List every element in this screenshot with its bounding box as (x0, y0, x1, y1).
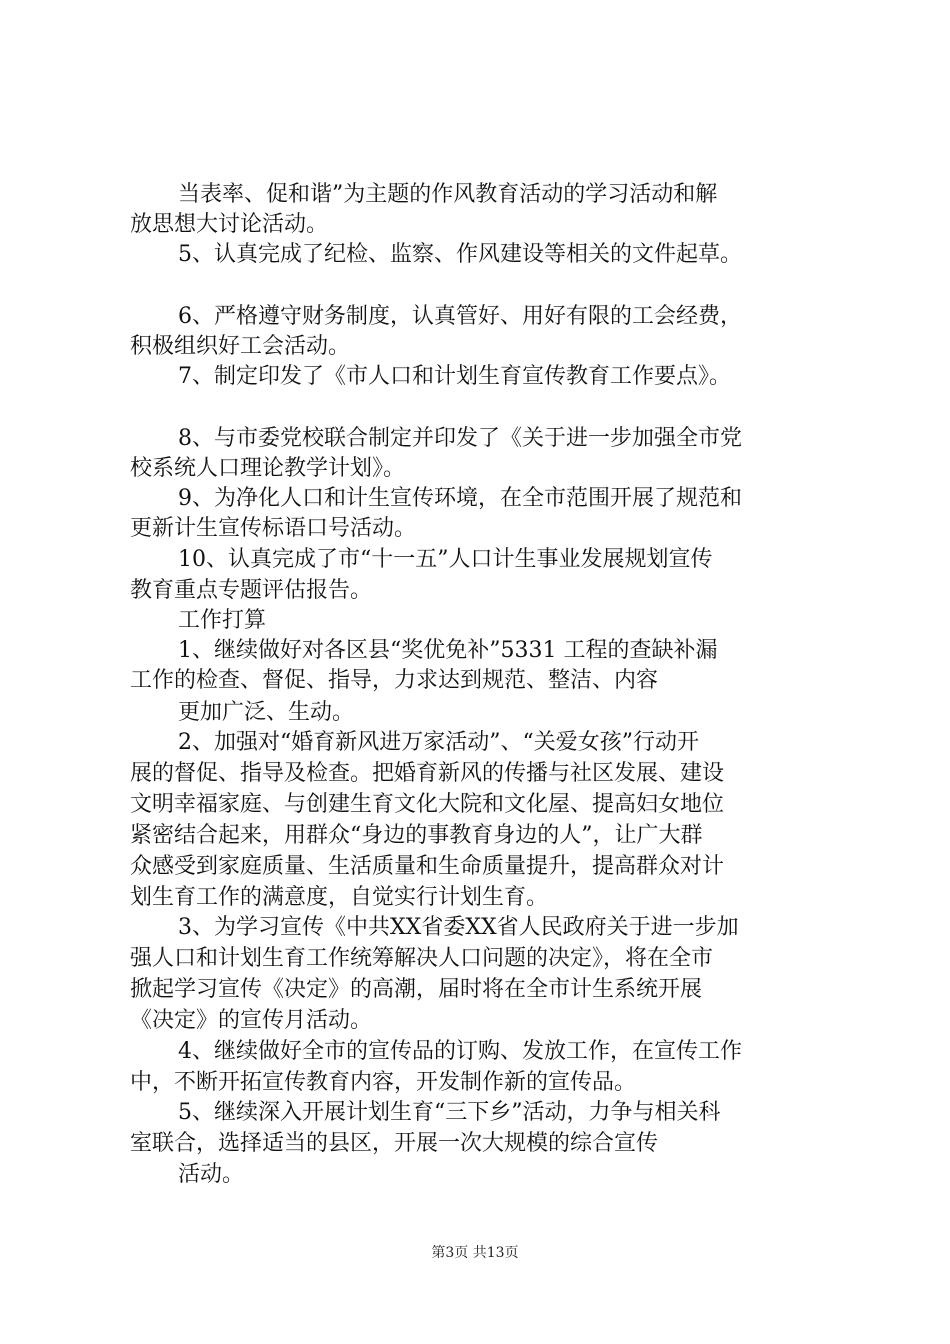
text-line: 室联合，选择适当的县区，开展一次大规模的综合宣传 (130, 1131, 659, 1156)
text-line: 8、与市委党校联合制定并印发了《关于进一步加强全市党 (178, 426, 742, 451)
text-line: 更新计生宣传标语口号活动。 (130, 516, 417, 541)
text-line: 活动。 (178, 1162, 245, 1187)
text-line: 10、认真完成了市“十一五”人口计生事业发展规划宣传 (178, 547, 713, 572)
text-line: 中，不断开拓宣传教育内容，开发制作新的宣传品。 (130, 1070, 637, 1095)
text-line: 7、制定印发了《市人口和计划生育宣传教育工作要点》。 (178, 364, 731, 389)
text-line: 掀起学习宣传《决定》的高潮，届时将在全市计生系统开展 (130, 977, 703, 1002)
text-line: 校系统人口理论教学计划》。 (130, 456, 406, 481)
text-line: 2、加强对“婚育新风进万家活动”、“关爱女孩”行动开 (178, 730, 699, 755)
text-line: 划生育工作的满意度，自觉实行计划生育。 (130, 885, 549, 910)
text-line: 放思想大讨论活动。 (130, 212, 329, 237)
text-line: 4、继续做好全市的宣传品的订购、发放工作，在宣传工作 (178, 1039, 742, 1064)
text-line: 展的督促、指导及检查。把婚育新风的传播与社区发展、建设 (130, 761, 725, 786)
text-line: 强人口和计划生育工作统筹解决人口问题的决定》，将在全市 (130, 946, 714, 971)
text-line: 众感受到家庭质量、生活质量和生命质量提升，提高群众对计 (130, 854, 725, 879)
text-line: 更加广泛、生动。 (178, 700, 355, 725)
text-line: 1、继续做好对各区县“奖优免补”5331 工程的查缺补漏 (178, 638, 718, 663)
text-line: 6、严格遵守财务制度，认真管好、用好有限的工会经费， (178, 304, 742, 329)
text-line: 文明幸福家庭、与创建生育文化大院和文化屋、提高妇女地位 (130, 792, 725, 817)
text-line: 3、为学习宣传《中共XX省委XX省人民政府关于进一步加 (178, 915, 739, 940)
text-line: 教育重点专题评估报告。 (130, 578, 373, 603)
text-line: 《决定》的宣传月活动。 (130, 1008, 373, 1033)
section-heading: 工作打算 (178, 608, 267, 633)
text-line: 工作的检查、督促、指导，力求达到规范、整洁、内容 (130, 668, 659, 693)
text-line: 紧密结合起来，用群众“身边的事教育身边的人”，让广大群 (130, 823, 703, 848)
text-line: 9、为净化人口和计生宣传环境，在全市范围开展了规范和 (178, 486, 742, 511)
text-line: 5、继续深入开展计划生育“三下乡”活动，力争与相关科 (178, 1100, 721, 1125)
text-line: 积极组织好工会活动。 (130, 334, 351, 359)
text-line: 当表率、促和谐”为主题的作风教育活动的学习活动和解 (178, 182, 718, 207)
text-line: 5、认真完成了纪检、监察、作风建设等相关的文件起草。 (178, 242, 742, 267)
page-number-footer: 第3页 共13页 (431, 1245, 519, 1261)
